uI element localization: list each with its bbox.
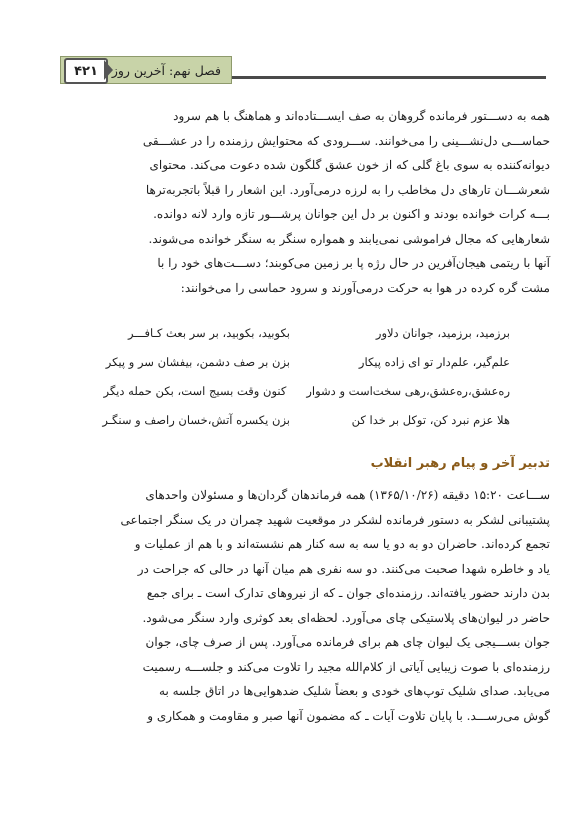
- text-line: یاد و خاطره شهدا صحبت می‌کنند. دو سه نفری هم میان آنها در حالی که جراحت در: [137, 561, 550, 576]
- text-line: آنها با ریتمی هیجان‌آفرین در حال رژه پا بر زمین می‌کوبند؛ دســـت‌های خود را با: [157, 256, 550, 270]
- text-line: تجمع کرده‌اند. حاضران دو به دو یا سه به سه کنار هم نشسته‌اند و با هم از عملیات و: [134, 537, 550, 551]
- text-line: حماســـی دل‌نشـــینی را می‌خوانند. ســـرودی که محتوایش رزمنده را در عشـــقی: [142, 133, 550, 148]
- text-line: گوش می‌رســـد. با پایان تلاوت آیات ـ که مضمون آنها صبر و مقاومت و همکاری و: [147, 708, 550, 723]
- poem-hemistich-second: بزن بر صف دشمن، بیفشان سر و پیکر: [105, 354, 290, 369]
- text-line: حاضر در لیوان‌های پلاستیکی چای می‌آورد. لحظه‌ای بعد کوثری وارد سنگر می‌شود.: [142, 610, 550, 625]
- poem-verse: [90, 405, 510, 434]
- poem-verse: [90, 376, 510, 405]
- text-line: همه به دســـتور فرمانده گروهان به صف ایســـتاده‌اند و هماهنگ با هم سرود: [173, 109, 550, 123]
- poem-hemistich-second: کنون وقت بسیج است، بکن حمله دیگر: [103, 383, 287, 398]
- text-line: دیوانه‌کننده به سوی باغ گلی که از خون عشق گلگون شده دعوت می‌کند. محتوای: [149, 158, 550, 172]
- text-line: پشتیبانی لشکر به دستور فرمانده لشکر در موقعیت شهید چمران در یک سنگر اجتماعی: [120, 512, 550, 527]
- text-line: بـــه کرات خوانده بودند و اکنون بر دل این جوانان پرشـــور تازه وارد لانه دوانده.: [153, 207, 550, 221]
- paragraph-2: [51, 483, 550, 728]
- poem-hemistich-second: بزن یکسره آتش،خسان راصف و سنگـر: [102, 412, 290, 427]
- chapter-title: فصل نهم: آخرین روز: [111, 62, 221, 78]
- header-chevron-icon: [104, 60, 113, 80]
- poem-hemistich-second: بکوبید، بکوبید، بر سر بعث کـافـــر: [128, 325, 290, 340]
- poem: [90, 318, 510, 434]
- poem-hemistich-first: علم‌گیر، علم‌دار تو ای زاده پیکار: [358, 354, 510, 369]
- poem-verse: [90, 347, 510, 376]
- text-line: می‌یابد. صدای شلیک توپ‌های خودی و بعضاً شلیک ضدهوایی‌ها در اتاق جلسه به: [159, 684, 550, 698]
- text-line: رزمنده‌ای با صوت زیبایی آیاتی از کلام‌الله مجید را تلاوت می‌کند و جلســـه رسمیت: [142, 659, 550, 674]
- text-line: بدن دارند حضور یافته‌اند. رزمنده‌ای جوان ـ که از نیروهای تدارک است ـ برای جمع: [146, 586, 550, 600]
- poem-hemistich-first: ره‌عشق،ره‌عشق،رهی سخت‌است و دشوار: [306, 383, 510, 398]
- text-line: شعرشـــان تارهای دل مخاطب را به لرزه درمی‌آورد. این اشعار را قبلاً باتجربه‌ترها: [145, 182, 550, 197]
- poem-hemistich-first: هلا عزم نبرد کن، توکل بر خدا کن: [351, 412, 510, 427]
- text-line: ســـاعت ۱۵:۲۰ دقیقه (۱۳۶۵/۱۰/۲۶) همه فرماندهان گردان‌ها و مسئولان واحدهای: [145, 488, 550, 502]
- text-line: مشت گره کرده در هوا به حرکت درمی‌آورند و سرود حماسی را می‌خوانند:: [180, 280, 550, 295]
- text-line: جوان بســـیجی یک لیوان چای هم برای فرمانده می‌آورد. پس از صرف چای، جوان: [145, 635, 550, 649]
- text-line: شعارهایی که مجال فراموشی نمی‌یابند و همواره سنگر به سنگر خوانده می‌شوند.: [148, 231, 550, 246]
- poem-verse: [90, 318, 510, 347]
- poem-hemistich-first: برزمید، برزمید، جوانان دلاور: [375, 325, 510, 340]
- page-number: ۴۲۱: [64, 58, 108, 84]
- section-heading: تدبیر آخر و پیام رهبر انقلاب: [370, 456, 550, 471]
- paragraph-1: [51, 104, 550, 300]
